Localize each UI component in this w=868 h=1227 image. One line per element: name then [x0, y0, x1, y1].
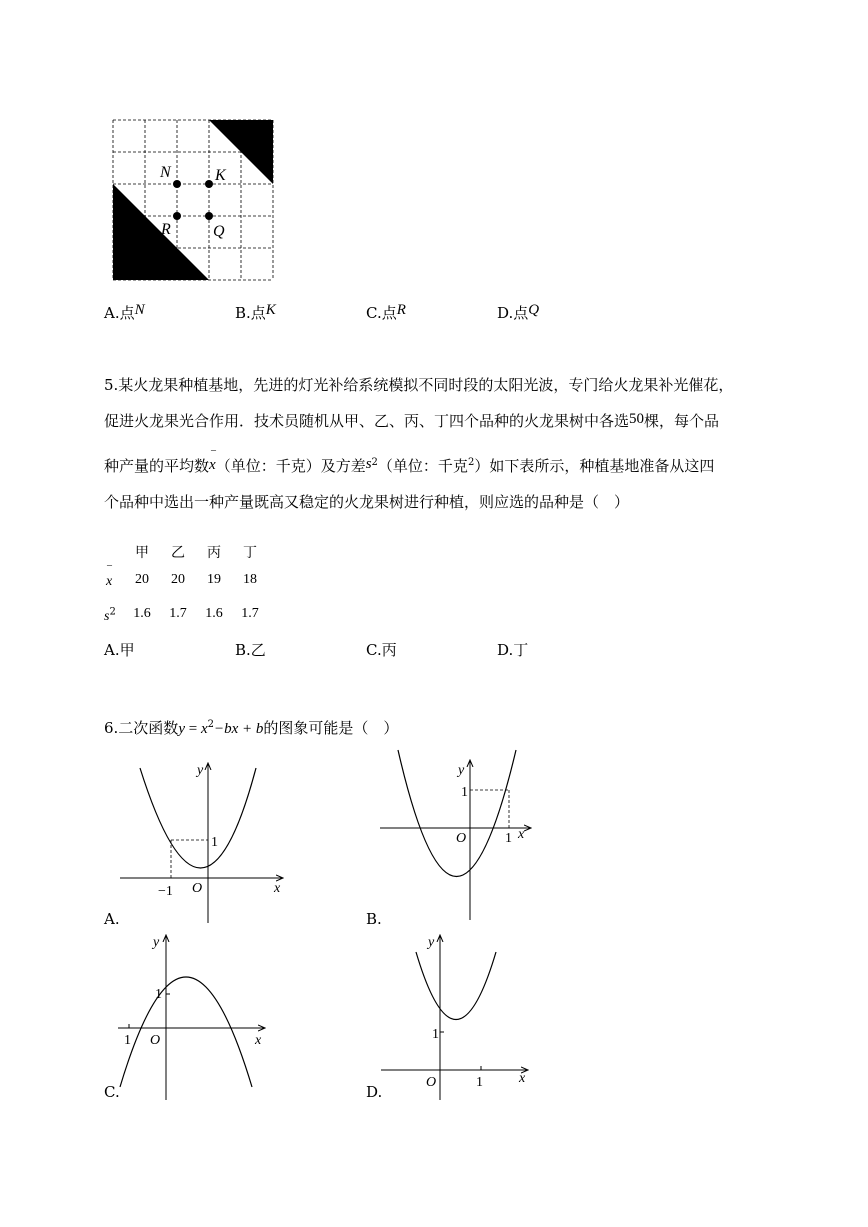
q4-option-c[interactable]: C.点R	[366, 302, 406, 322]
table-header-row	[124, 542, 268, 562]
axis-x-label: x	[255, 1033, 262, 1048]
parabola	[140, 768, 256, 868]
point-N	[173, 180, 181, 188]
tick-label: 1	[476, 1075, 483, 1090]
q5-option-b[interactable]: B.乙	[235, 641, 266, 659]
axis-x-label: x	[519, 1071, 526, 1086]
header-jia: 甲	[135, 545, 149, 561]
label-Q: Q	[213, 223, 225, 240]
tick-label: 1	[432, 1027, 439, 1042]
tick-label: 1	[505, 831, 512, 846]
q5-table	[104, 542, 274, 632]
row-mean-label: – x	[106, 560, 113, 589]
point-K	[205, 180, 213, 188]
mean-cell: 18	[243, 572, 257, 587]
q5-option-a[interactable]: A.甲	[104, 641, 135, 659]
header-bing: 丙	[207, 545, 221, 561]
axis-y-label: y	[153, 935, 160, 950]
xbar-overline: –	[211, 445, 217, 456]
var-cell: 1.6	[133, 606, 151, 621]
tick-label: 1	[461, 785, 468, 800]
header-ding: 丁	[243, 545, 257, 561]
origin-label: O	[192, 881, 203, 896]
q4-option-b[interactable]: B.点K	[235, 302, 276, 322]
q4-option-a[interactable]: A.点N	[104, 302, 145, 322]
axis-y-label: y	[428, 935, 435, 950]
tick-label: 1	[155, 987, 162, 1002]
parabola	[398, 750, 516, 877]
parabola	[416, 952, 496, 1020]
q5-line-3: 种产量的平均数 – x（单位：千克）及方差$s^2$（单位：千克$^2$）如下表所示，种植基地准备从这四	[104, 445, 715, 475]
table-mean-row	[124, 572, 268, 588]
point-R	[173, 212, 181, 220]
axis-y-label: y	[458, 763, 465, 778]
tick-label: 1	[124, 1033, 131, 1048]
mean-cell: 20	[171, 572, 185, 587]
var-cell: 1.7	[241, 606, 259, 621]
tick-label: −1	[158, 884, 173, 899]
graph-b	[378, 748, 538, 923]
graph-a	[115, 758, 290, 928]
q5-option-c[interactable]: C.丙	[366, 641, 397, 659]
label-R: R	[161, 221, 171, 238]
var-cell: 1.7	[169, 606, 187, 621]
graph-a-option-label[interactable]: A.	[104, 910, 120, 928]
label-N: N	[160, 164, 171, 181]
axis-y-label: y	[197, 763, 204, 778]
q4-option-d[interactable]: D.点Q	[497, 302, 540, 322]
q5-line-1: 5.某火龙果种植基地，先进的灯光补给系统模拟不同时段的太阳光波，专门给火龙果补光催花，	[104, 376, 734, 394]
origin-label: O	[426, 1075, 437, 1090]
axis-x-label: x	[518, 827, 525, 842]
q5-line-4: 个品种中选出一种产量既高又稳定的火龙果树进行种植，则应选的品种是（ ）	[104, 493, 630, 511]
grid-figure	[105, 112, 285, 292]
origin-label: O	[150, 1033, 161, 1048]
parabola	[120, 977, 252, 1087]
graph-b-option-label[interactable]: B.	[366, 910, 382, 928]
origin-label: O	[456, 831, 467, 846]
label-K: K	[215, 167, 226, 184]
q5-line-2: 促进火龙果光合作用．技术员随机从甲、乙、丙、丁四个品种的火龙果树中各选50棵，每个品	[104, 411, 720, 430]
q5-option-d[interactable]: D.丁	[497, 641, 529, 659]
mean-cell: 19	[207, 572, 221, 587]
tick-label: 1	[211, 835, 218, 850]
graph-d-option-label[interactable]: D.	[366, 1083, 383, 1101]
graph-d	[378, 932, 538, 1102]
graph-c-option-label[interactable]: C.	[104, 1083, 120, 1101]
table-var-row	[124, 606, 268, 622]
var-cell: 1.6	[205, 606, 223, 621]
q6-stem: 6.二次函数$y = x^2-bx + b$的图象可能是（ ）	[104, 719, 399, 737]
mean-cell: 20	[135, 572, 149, 587]
header-yi: 乙	[171, 545, 185, 561]
axis-x-label: x	[274, 881, 281, 896]
graph-c	[115, 932, 275, 1102]
point-Q	[205, 212, 213, 220]
row-var-label: $s^2$	[104, 606, 116, 624]
